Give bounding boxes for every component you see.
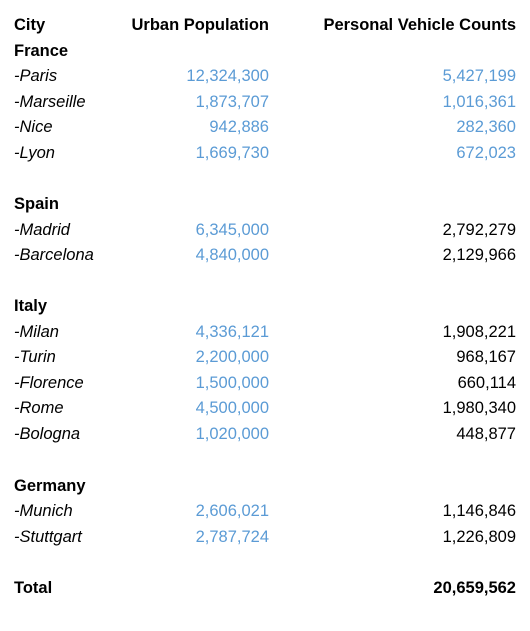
city-name: -Stuttgart	[14, 528, 82, 546]
vehicles-value: 1,226,809	[442, 528, 516, 546]
total-label: Total	[14, 579, 53, 597]
table-row	[0, 345, 530, 371]
table-row	[0, 115, 530, 141]
table-row	[0, 396, 530, 422]
population-value: 12,324,300	[186, 67, 269, 85]
table-row	[0, 90, 530, 116]
total-row	[0, 576, 530, 602]
vehicles-value: 672,023	[456, 144, 516, 162]
country-label: Italy	[14, 297, 48, 315]
city-name: -Madrid	[14, 221, 70, 239]
city-name: -Munich	[14, 502, 73, 520]
city-name: -Barcelona	[14, 246, 94, 264]
table-row	[0, 499, 530, 525]
table-row	[0, 64, 530, 90]
country-row-spain	[0, 192, 530, 218]
table-row	[0, 371, 530, 397]
table-row	[0, 422, 530, 448]
population-value: 1,500,000	[195, 374, 269, 392]
population-value: 2,200,000	[195, 348, 269, 366]
population-value: 4,500,000	[195, 399, 269, 417]
header-vehicle-counts: Personal Vehicle Counts	[323, 16, 516, 34]
total-vehicles-value: 20,659,562	[433, 579, 516, 597]
population-value: 4,336,121	[195, 323, 269, 341]
header-city: City	[14, 16, 46, 34]
vehicles-value: 968,167	[456, 348, 516, 366]
city-name: -Turin	[14, 348, 56, 366]
country-row-italy	[0, 294, 530, 320]
country-row-germany	[0, 474, 530, 500]
country-label: Germany	[14, 477, 86, 495]
vehicles-value: 660,114	[457, 374, 516, 392]
country-label: France	[14, 42, 69, 60]
vehicles-value: 5,427,199	[442, 67, 516, 85]
city-name: -Nice	[14, 118, 53, 136]
population-value: 4,840,000	[195, 246, 269, 264]
country-label: Spain	[14, 195, 59, 213]
vehicles-value: 2,792,279	[442, 221, 516, 239]
city-name: -Florence	[14, 374, 84, 392]
city-name: -Bologna	[14, 425, 81, 443]
city-name: -Paris	[14, 67, 58, 85]
city-name: -Milan	[14, 323, 59, 341]
vehicles-value: 2,129,966	[442, 246, 516, 264]
table-row	[0, 525, 530, 551]
country-row-france	[0, 39, 530, 65]
city-name: -Marseille	[14, 93, 86, 111]
population-value: 2,606,021	[195, 502, 269, 520]
vehicles-value: 282,360	[456, 118, 516, 136]
population-value: 6,345,000	[195, 221, 269, 239]
vehicles-value: 448,877	[456, 425, 516, 443]
population-value: 2,787,724	[195, 528, 269, 546]
header-row	[0, 13, 530, 39]
population-value: 1,669,730	[195, 144, 269, 162]
population-value: 1,020,000	[195, 425, 269, 443]
population-value: 942,886	[209, 118, 269, 136]
table-row	[0, 320, 530, 346]
vehicles-value: 1,146,846	[442, 502, 516, 520]
header-urban-population: Urban Population	[131, 16, 269, 34]
table-row	[0, 243, 530, 269]
vehicles-value: 1,980,340	[442, 399, 516, 417]
population-value: 1,873,707	[195, 93, 269, 111]
vehicles-value: 1,016,361	[442, 93, 516, 111]
city-name: -Lyon	[14, 144, 55, 162]
city-name: -Rome	[14, 399, 64, 417]
table-row	[0, 141, 530, 167]
vehicles-value: 1,908,221	[442, 323, 516, 341]
table-row	[0, 218, 530, 244]
